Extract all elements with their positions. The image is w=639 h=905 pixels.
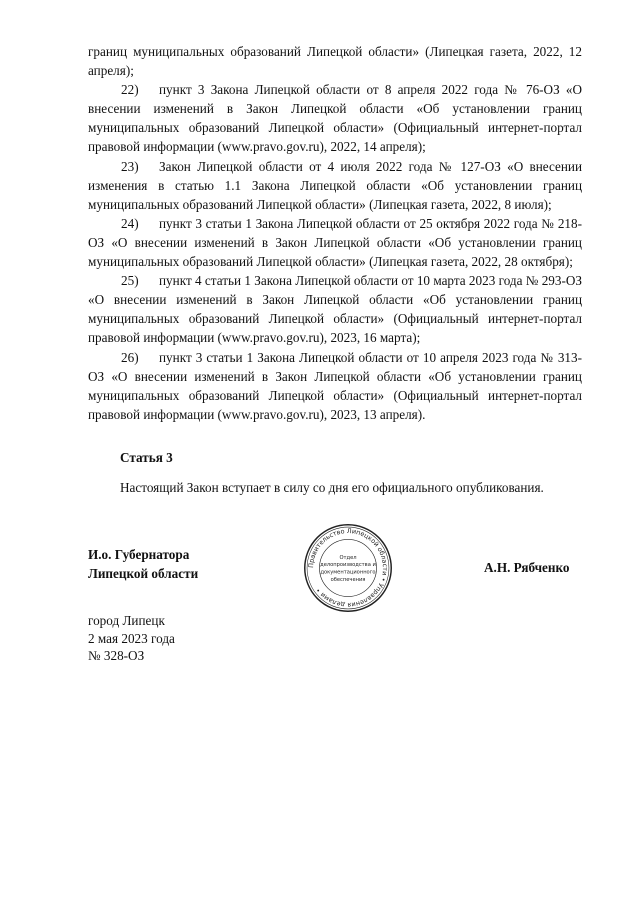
document-footer <box>88 612 175 665</box>
list-item-23 <box>88 157 582 214</box>
article-text: Настоящий Закон вступает в силу со дня его официального опубликования. <box>120 480 544 495</box>
article-title: Статья 3 <box>120 450 173 465</box>
item-number: 23) <box>121 158 139 174</box>
item-number: 24) <box>121 215 139 231</box>
svg-text:обеспечения: обеспечения <box>330 576 366 583</box>
item-text: Закон Липецкой области от 4 июля 2022 года № 127-ОЗ «О внесении изменения в статью 1.1 Закона Липецкой области «Об установлении границ муниципальных образований Липецкой области» (Липецкая газета, 2022, 8 июля); <box>88 158 582 212</box>
signatory-name: А.Н. Рябченко <box>484 560 570 575</box>
item-number: 25) <box>121 273 139 289</box>
signatory-title <box>88 545 198 583</box>
item-number: 22) <box>121 82 139 98</box>
document-body <box>88 42 582 424</box>
signatory-title-line1: И.о. Губернатора <box>88 547 190 562</box>
item-number: 26) <box>121 349 139 365</box>
list-item-26 <box>88 348 582 424</box>
item-text: пункт 3 статьи 1 Закона Липецкой области от 10 апреля 2023 года № 313-ОЗ «О внесении изменений в Закон Липецкой области «Об установлении границ муниципальных образований Липецкой области» (Официальный интернет-портал правовой информации (www.pravo.gov.ru), 2023, 13 апреля). <box>88 349 582 422</box>
law-number: № 328-ОЗ <box>88 648 145 663</box>
svg-text:делопроизводства и: делопроизводства и <box>320 562 376 569</box>
svg-text:документационного: документационного <box>320 569 376 576</box>
list-item-25 <box>88 271 582 347</box>
svg-text:Правительство Липецкой области: Правительство Липецкой области • Управления делами • <box>306 526 389 610</box>
official-seal <box>302 522 394 614</box>
continuation-paragraph: границ муниципальных образований Липецкой области» (Липецкая газета, 2022, 12 апреля); <box>88 44 582 79</box>
signatory-title-line2: Липецкой области <box>88 566 199 581</box>
item-text: пункт 3 Закона Липецкой области от 8 апреля 2022 года № 76-ОЗ «О внесении изменений в Закон Липецкой области «Об установлении границ муниципальных образований Липецкой области» (Официальный интернет-портал правовой информации (www.pravo.gov.ru), 2022, 14 апреля); <box>88 82 582 155</box>
list-item-24 <box>88 214 582 271</box>
item-text: пункт 3 статьи 1 Закона Липецкой области от 25 октября 2022 года № 218-ОЗ «О внесении изменений в Закон Липецкой области «Об установлении границ муниципальных образований Липецкой области» (Липецкая газета, 2022, 28 октября); <box>88 215 582 270</box>
list-item-22 <box>88 80 582 156</box>
svg-text:Отдел: Отдел <box>339 554 357 561</box>
date: 2 мая 2023 года <box>88 630 175 646</box>
city: город Липецк <box>88 613 165 628</box>
item-text: пункт 4 статьи 1 Закона Липецкой области от 10 марта 2023 года № 293-ОЗ «О внесении изменений в Закон Липецкой области «Об установлении границ муниципальных образований Липецкой области» (Официальный интернет-портал правовой информации (www.pravo.gov.ru), 2023, 16 марта); <box>88 273 582 346</box>
